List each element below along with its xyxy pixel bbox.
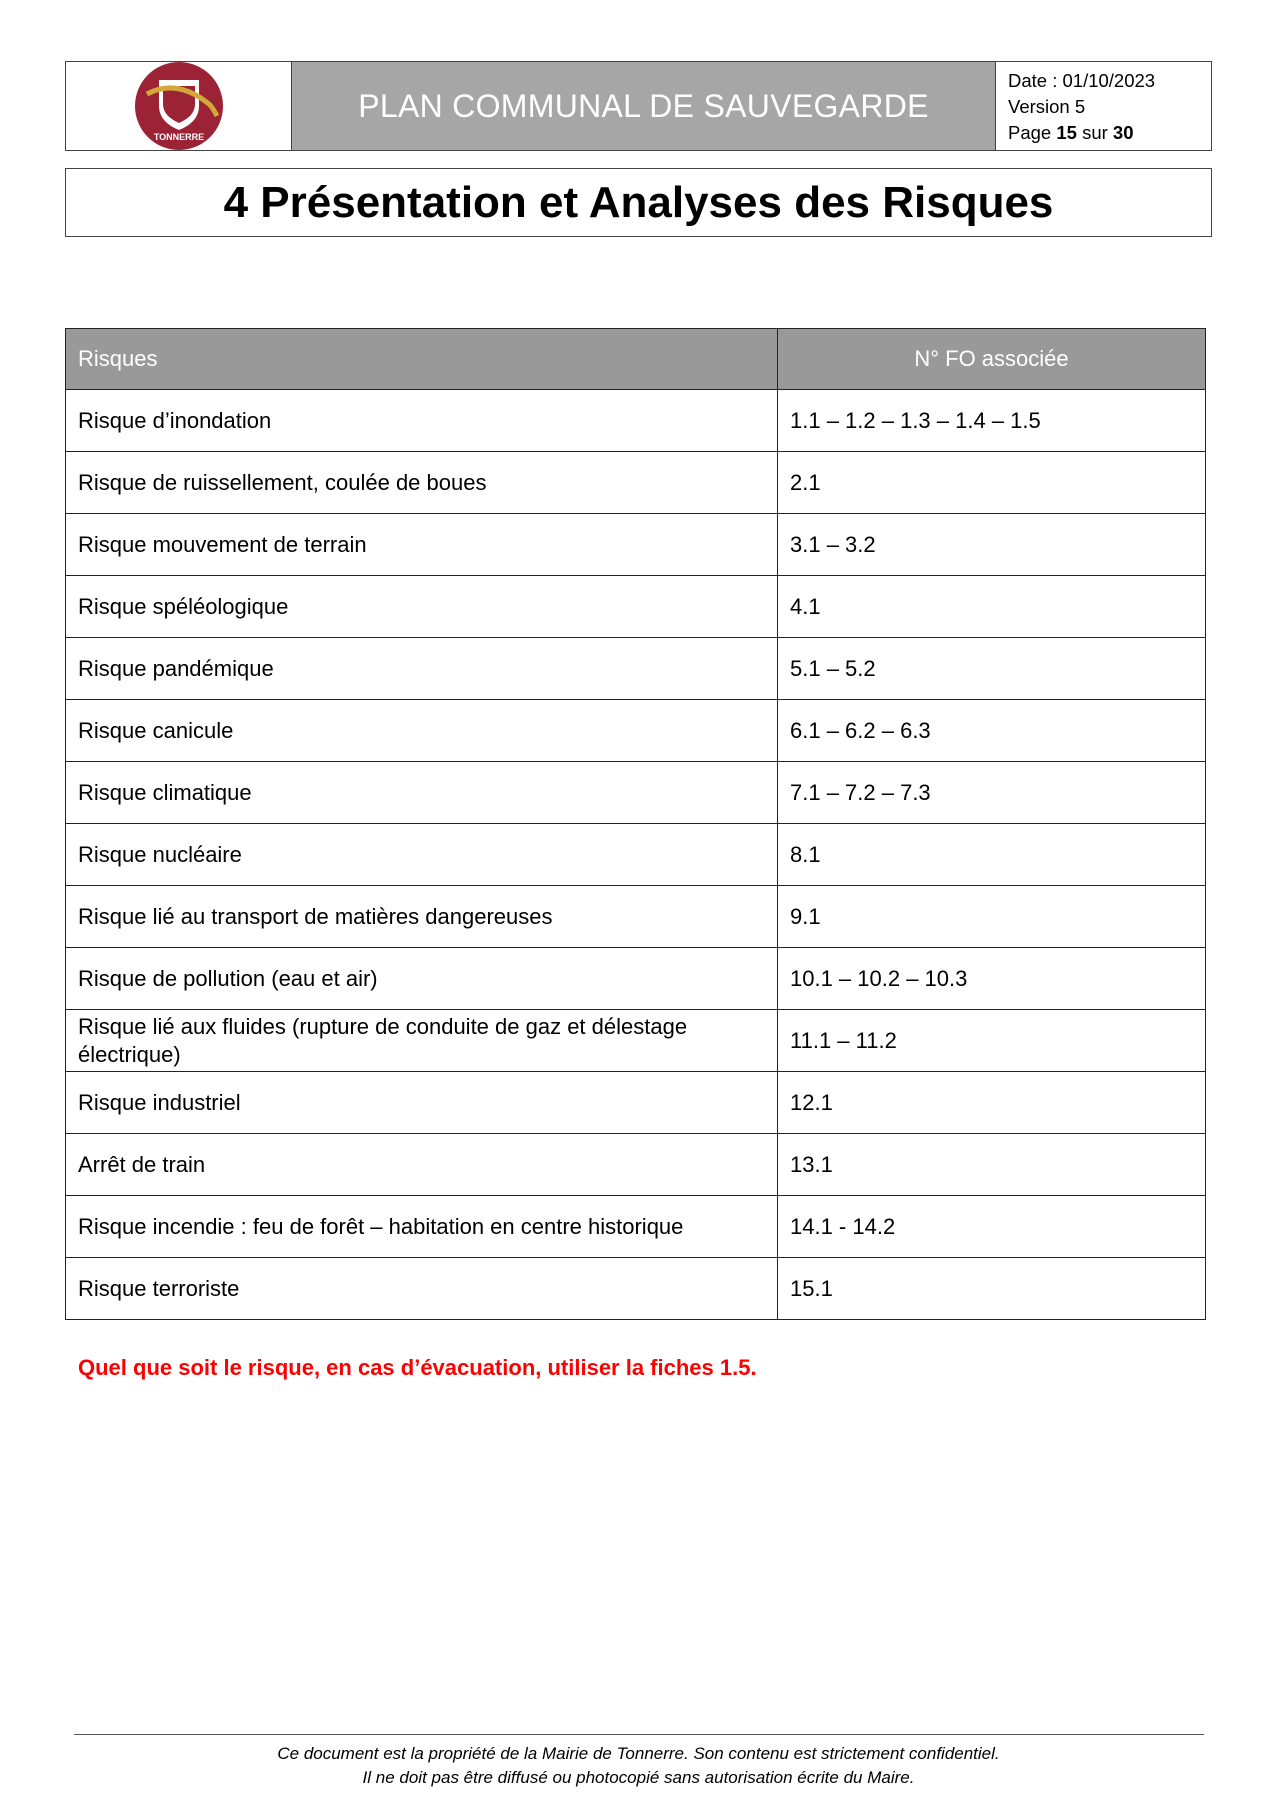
risk-name: Risque spéléologique [66,576,778,638]
page-total: 30 [1112,122,1134,143]
table-row [66,576,1206,638]
fo-number: 11.1 – 11.2 [778,1010,1206,1072]
table-row [66,948,1206,1010]
table-row [66,1010,1206,1072]
section-title: 4 Présentation et Analyses des Risques [65,168,1212,237]
table-row [66,1258,1206,1320]
risk-name: Arrêt de train [66,1134,778,1196]
fo-number: 15.1 [778,1258,1206,1320]
risk-name: Risque industriel [66,1072,778,1134]
plan-title: PLAN COMMUNAL DE SAUVEGARDE [292,62,996,150]
fo-number: 14.1 - 14.2 [778,1196,1206,1258]
risk-name: Risque de pollution (eau et air) [66,948,778,1010]
table-row [66,638,1206,700]
document-header [65,61,1212,151]
fo-number: 12.1 [778,1072,1206,1134]
table-row [66,1196,1206,1258]
table-row [66,762,1206,824]
risk-name: Risque terroriste [66,1258,778,1320]
fo-number: 5.1 – 5.2 [778,638,1206,700]
evacuation-note: Quel que soit le risque, en cas d’évacuation, utiliser la fiches 1.5. [78,1355,757,1380]
table-row [66,700,1206,762]
confidentiality-footer [65,1742,1212,1790]
table-header-row [66,329,1206,390]
logo-cell [66,62,292,150]
fo-number: 4.1 [778,576,1206,638]
risks-table [65,328,1206,1320]
fo-number: 6.1 – 6.2 – 6.3 [778,700,1206,762]
risk-name: Risque climatique [66,762,778,824]
version-text: Version 5 [1008,96,1086,117]
date-text: Date : 01/10/2023 [1008,70,1156,91]
fo-number: 8.1 [778,824,1206,886]
fo-number: 9.1 [778,886,1206,948]
risk-name: Risque mouvement de terrain [66,514,778,576]
risk-name: Risque de ruissellement, coulée de boues [66,452,778,514]
footer-line-1: Ce document est la propriété de la Mairie de Tonnerre. Son contenu est strictement confidentiel. [277,1744,1000,1763]
table-row [66,886,1206,948]
risk-name: Risque pandémique [66,638,778,700]
table-row [66,1072,1206,1134]
risk-name: Risque lié au transport de matières dangereuses [66,886,778,948]
fo-number: 10.1 – 10.2 – 10.3 [778,948,1206,1010]
tonnerre-logo [133,60,225,152]
page-indicator: Page 15 sur 30 [1008,122,1134,143]
table-row [66,1134,1206,1196]
footer-divider [74,1734,1204,1735]
column-header-fo: N° FO associée [778,329,1206,390]
table-row [66,452,1206,514]
table-row [66,824,1206,886]
column-header-risques: Risques [66,329,778,390]
svg-text:TONNERRE: TONNERRE [153,132,204,142]
table-row [66,390,1206,452]
risk-name: Risque nucléaire [66,824,778,886]
risk-name: Risque incendie : feu de forêt – habitation en centre historique [66,1196,778,1258]
footer-line-2: Il ne doit pas être diffusé ou photocopié sans autorisation écrite du Maire. [362,1768,915,1787]
fo-number: 2.1 [778,452,1206,514]
risk-name: Risque canicule [66,700,778,762]
fo-number: 13.1 [778,1134,1206,1196]
risk-name: Risque d’inondation [66,390,778,452]
table-row [66,514,1206,576]
fo-number: 7.1 – 7.2 – 7.3 [778,762,1206,824]
fo-number: 3.1 – 3.2 [778,514,1206,576]
document-meta [996,62,1211,150]
page-number: 15 [1056,122,1077,143]
fo-number: 1.1 – 1.2 – 1.3 – 1.4 – 1.5 [778,390,1206,452]
risk-name: Risque lié aux fluides (rupture de conduite de gaz et délestage électrique) [66,1010,778,1072]
